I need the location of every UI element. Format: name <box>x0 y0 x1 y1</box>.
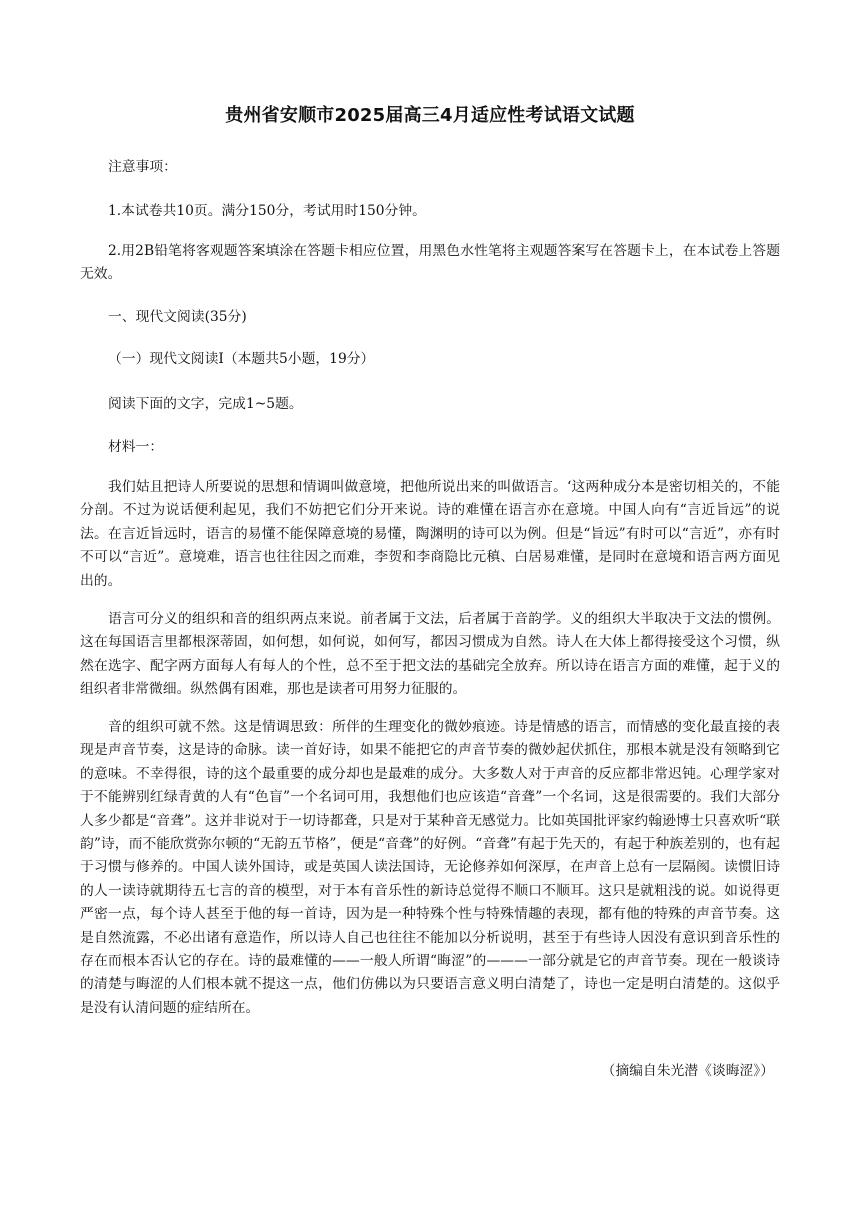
page-title: 贵州省安顺市2025届高三4月适应性考试语文试题 <box>225 105 635 126</box>
paragraph-1: 我们姑且把诗人所要说的思想和情调叫做意境，把他所说出来的叫做语言。‘这两种成分本是密切相关的，不能分剖。不过为说话便利起见，我们不妨把它们分开来说。诗的难懂在语言亦在意境。中国人向有“言近旨远”的说法。在言近旨远时，语言的易懂不能保障意境的易懂，陶渊明的诗可以为例。但是“旨远”有时可以“言近”，亦有时不可以“言近”。意境难，语言也往往因之而难，李贺和李商隐比元稹、白居易难懂，是同时在意境和语言两方面见出的。 <box>80 479 780 589</box>
subsection-heading: （一）现代文阅读Ⅰ（本题共5小题，19分） <box>108 351 375 367</box>
notice-item-2: 2.用2B铅笔将客观题答案填涂在答题卡相应位置，用黑色水性笔将主观题答案写在答题卡上，在本试卷上答题无效。 <box>80 243 780 283</box>
notice-item-1: 1.本试卷共10页。满分150分，考试用时150分钟。 <box>108 203 426 219</box>
source-citation: （摘编自朱光潜《谈晦涩》） <box>601 1063 774 1079</box>
section-heading: 一、现代文阅读(35分) <box>108 309 247 325</box>
reading-instruction: 阅读下面的文字，完成1~5题。 <box>108 396 303 412</box>
notice-heading: 注意事项： <box>108 159 177 175</box>
paragraph-2: 语言可分义的组织和音的组织两点来说。前者属于文法，后者属于音韵学。义的组织大半取决于文法的惯例。这在每国语言里都根深蒂固，如何想，如何说，如何写，都因习惯成为自然。诗人在大体上都得接受这个习惯，纵然在选字、配字两方面每人有每人的个性，总不至于把文法的基础完全放弃。所以诗在语言方面的难懂，起于义的组织者非常微细。纵然偶有困难，那也是读者可用努力征服的。 <box>80 611 780 698</box>
material-label: 材料一： <box>108 439 164 455</box>
paragraph-3: 音的组织可就不然。这是情调思致：所伴的生理变化的微妙痕迹。诗是情感的语言，而情感的变化最直接的表现是声音节奏，这是诗的命脉。读一首好诗，如果不能把它的声音节奏的微妙起伏抓住，那根本就是没有领略到它的意味。不幸得很，诗的这个最重要的成分却也是最难的成分。大多数人对于声音的反应都非常迟钝。心理学家对于不能辨别红绿青黄的人有“色盲”一个名词可用，我想他们也应该造“音聋”一个名词，这是很需要的。我们大部分人多少都是“音聋”。这并非说对于一切诗都聋，只是对于某种音无感觉力。比如英国批评家约翰逊博士只喜欢听“联韵”诗，而不能欣赏弥尔顿的“无韵五节格”，便是“音聋”的好例。“音聋”有起于先天的，有起于种族差别的，也有起于习惯与修养的。中国人读外国诗，或是英国人读法国诗，无论修养如何深厚，在声音上总有一层隔阂。读惯旧诗的人一读诗就期待五七言的音的模型，对于本有音乐性的新诗总觉得不顺口不顺耳。这只是就粗浅的说。如说得更严密一点，每个诗人甚至于他的每一首诗，因为是一种特殊个性与特殊情趣的表现，都有他的特殊的声音节奏。这是自然流露，不必出诸有意造作，所以诗人自己也往往不能加以分析说明，甚至于有些诗人因没有意识到音乐性的存在而根本否认它的存在。诗的最难懂的——一般人所谓“晦涩”的———一部分就是它的声音节奏。现在一般谈诗的清楚与晦涩的人们根本就不提这一点，他们仿佛以为只要语言意义明白清楚了，诗也一定是明白清楚的。这似乎是没有认清问题的症结所在。 <box>80 719 780 1016</box>
